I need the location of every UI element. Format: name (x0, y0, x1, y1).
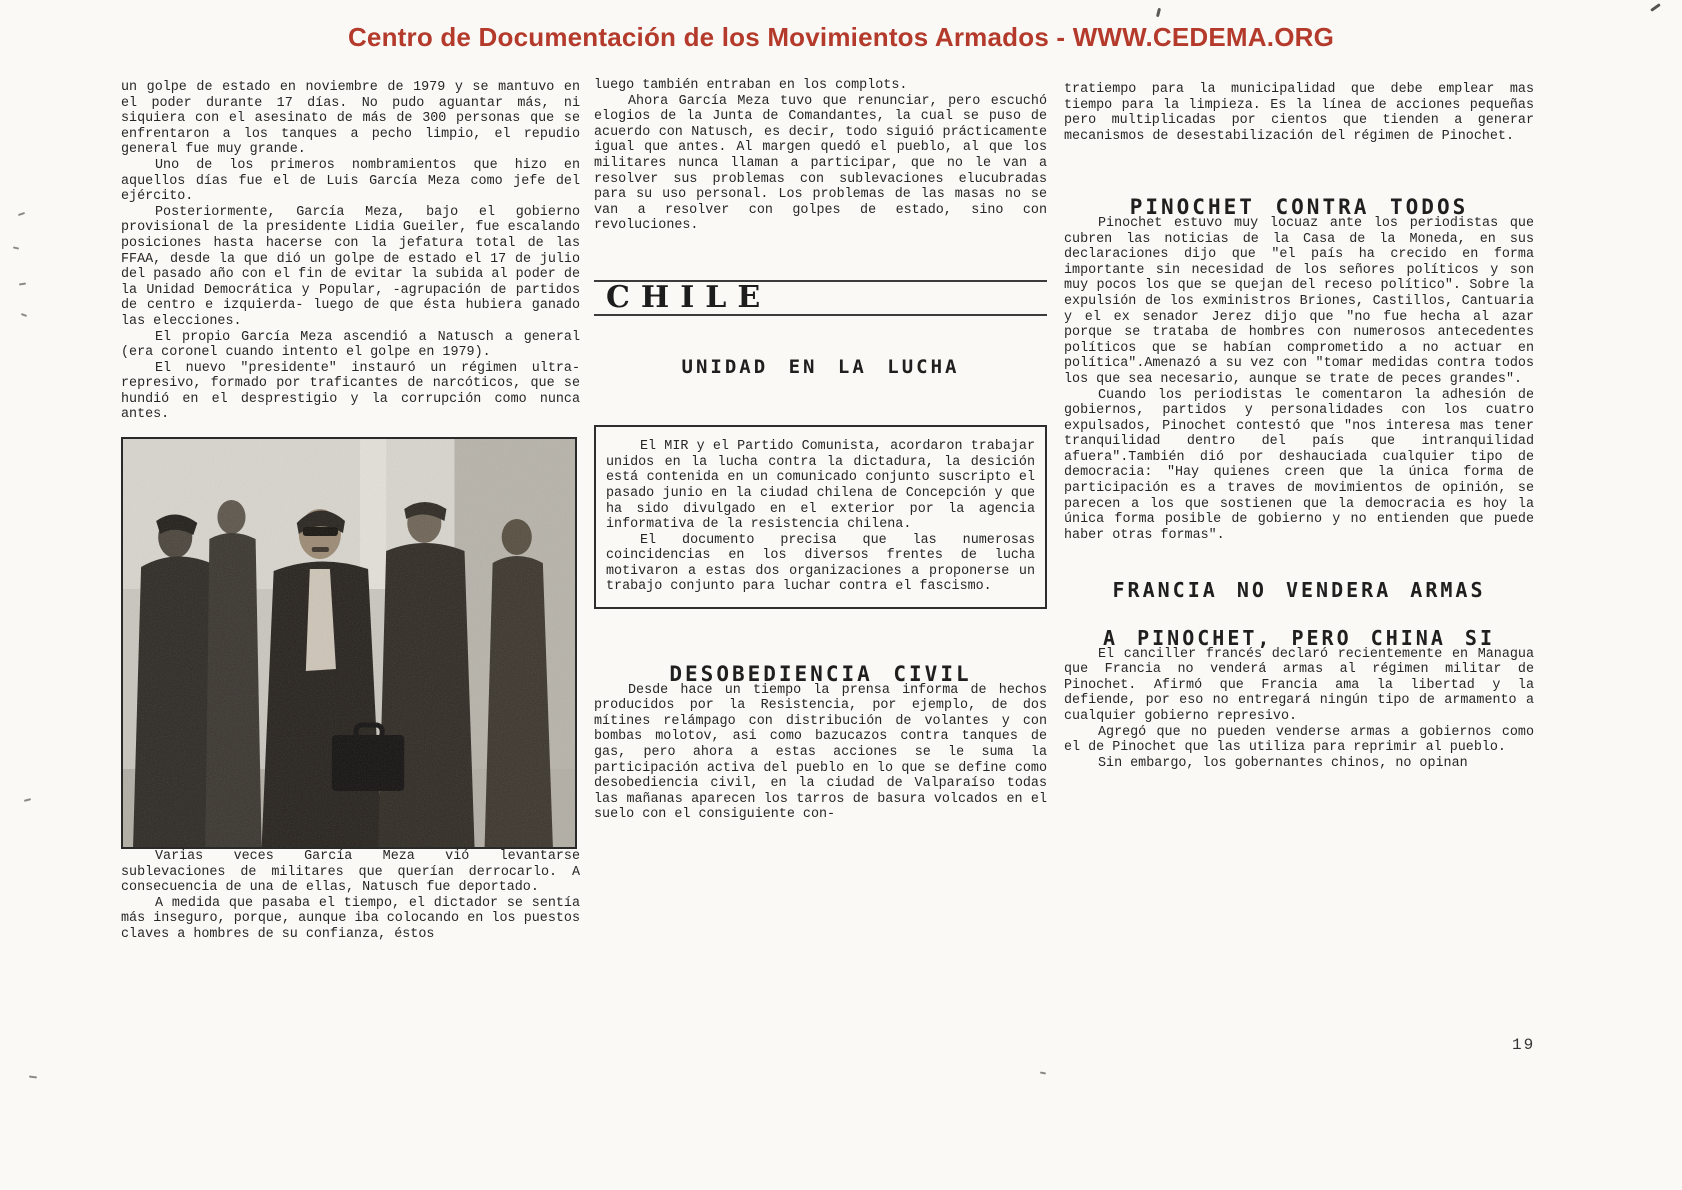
scan-mark (29, 1075, 37, 1078)
body-paragraph: Agregó que no pueden venderse armas a gobiernos como el de Pinochet que las utiliza para reprimir al pueblo. (1064, 724, 1534, 756)
body-paragraph: El canciller francés declaró recientemente en Managua que Francia no venderá armas al régimen militar de Pinochet. Afirmó que Francia ama la libertad y la defiende, por eso no entregará ningún tipo de armamento a cualquier gobierno represivo. (1064, 646, 1534, 724)
scan-mark (1040, 1071, 1046, 1074)
scan-mark (21, 313, 27, 317)
scan-mark (24, 798, 31, 802)
body-paragraph: luego también entraban en los complots. (594, 78, 908, 93)
column-left (121, 80, 580, 943)
body-paragraph: El nuevo "presidente" instauró un régimen ultra-represivo, formado por traficantes de narcóticos, que se hundió en el desprestigio y la corrupción como nunca antes. (121, 360, 580, 423)
body-paragraph: un golpe de estado en noviembre de 1979 y se mantuvo en el poder durante 17 días. No pudo aguantar más, ni siquiera con el asesinato de más de 300 personas que se enfrentaron a los tanques a pecho limpio, el repudio general fue muy grande. (121, 80, 580, 158)
scan-mark (18, 212, 25, 216)
scan-mark (1650, 3, 1661, 12)
heading-pinochet-contra-todos: PINOCHET CONTRA TODOS (1129, 195, 1469, 220)
body-paragraph: Pinochet estuvo muy locuaz ante los periodistas que cubren las noticias de la Casa de la Moneda, en sus declaraciones dijo que "el país ha crecido en forma importante sin necesidad de los señores políticos y son muy pocos los que se quejan del receso político". Sobre la expulsión de los exministros Briones, Castillos, Cantuaria y el ex senador Jerez dijo que "no fue hecha al azar porque se trataba de hombres con numerosos antecedentes políticos que se habían comprometido a no actuar en política".Amenazó a su vez con "tomar medidas contra todos los que sea necesario, aunque se trate de peces grandes". (1064, 215, 1534, 387)
heading-desobediencia-civil: DESOBEDIENCIA CIVIL (669, 662, 972, 687)
body-paragraph: Desde hace un tiempo la prensa informa de hechos producidos por la Resistencia, por ejemplo, de dos mítines relámpago con distribución de volantes y con bombas molotov, asi como bazucazos contra tanques de gas, pero ahora a estas acciones se le suma la participación activa del pueblo en lo que se define como desobediencia civil, en la ciudad de Valparaíso todas las mañanas aparecen los tarros de basura volcados en el suelo con el consiguiente con- (594, 682, 1047, 823)
photo-garcia-meza (121, 437, 577, 849)
page-number: 19 (1512, 1036, 1536, 1054)
heading-francia-line1: FRANCIA NO VENDERA ARMAS (1112, 578, 1486, 603)
body-paragraph: tratiempo para la municipalidad que debe emplear mas tiempo para la limpieza. Es la línea de acciones pequeñas pero multiplicadas por cientos que tienden a generar mecanismos de desestabilización del régimen de Pinochet. (1064, 82, 1534, 144)
body-paragraph: A medida que pasaba el tiempo, el dictador se sentía más inseguro, porque, aunque iba colocando en los puestos claves a hombres de su confianza, éstos (121, 895, 580, 943)
column-middle (594, 78, 1047, 823)
body-paragraph: Varias veces García Meza vió levantarse sublevaciones de militares que querían derrocarlo. A consecuencia de una de ellas, Natusch fue deportado. (121, 849, 580, 896)
body-paragraph: El documento precisa que las numerosas coincidencias en los diversos frentes de lucha motivaron a estas dos organizaciones a proponerse un trabajo conjunto para luchar contra el fascismo. (606, 532, 1035, 595)
photo-illustration (123, 439, 575, 847)
body-paragraph: Posteriormente, García Meza, bajo el gobierno provisional de la presidente Lidia Gueiler, fue escalando posiciones hasta hacerse con la jefatura total de las FFAA, desde la que dió un golpe de estado el 17 de julio del pasado año con el fin de evitar la subida al poder de la Unidad Democrática y Popular, -agrupación de partidos de centro e izquierda- luego de que ésta hubiera ganado las elecciones. (121, 204, 580, 329)
heading-unidad-en-la-lucha: UNIDAD EN LA LUCHA (681, 355, 960, 378)
body-paragraph: Sin embargo, los gobernantes chinos, no opinan (1098, 755, 1468, 771)
boxed-article-mir-pc (594, 425, 1047, 609)
scan-mark (19, 283, 26, 286)
column-right (1064, 82, 1534, 771)
body-paragraph: El propio García Meza ascendió a Natusch a general (era coronel cuando intento el golpe en 1979). (121, 329, 580, 361)
heading-francia-line2: A PINOCHET, PERO CHINA SI (1102, 626, 1496, 651)
page-header-title: Centro de Documentación de los Movimientos Armados - WWW.CEDEMA.ORG (347, 22, 1335, 52)
scan-mark (13, 246, 19, 249)
scan-mark (1156, 8, 1161, 17)
section-title-chile: CHILE (606, 279, 772, 315)
body-paragraph: Cuando los periodistas le comentaron la adhesión de gobiernos, partidos y personalidades con los cuatro expulsados, Pinochet contestó que "nos interesa mas tener tranquilidad dentro del país que intranquilidad afuera".También dió por deshauciada cualquier tipo de democracia: "Hay quienes creen que la única forma de participación es a traves de movimientos de opinión, se parecen a los que sostienen que la democracia es hoy la única forma posible de gobierno y no entienden que puede haber otras formas". (1064, 387, 1534, 543)
body-paragraph: Uno de los primeros nombramientos que hizo en aquellos días fue el de Luis García Meza como jefe del ejército. (121, 157, 580, 205)
body-paragraph: El MIR y el Partido Comunista, acordaron trabajar unidos en la lucha contra la dictadura, la desición está contenida en un comunicado conjunto suscripto el pasado junio en la ciudad chilena de Concepción y que ha sido divulgado en el exterior por la agencia informativa de la resistencia chilena. (606, 439, 1035, 533)
body-paragraph: Ahora García Meza tuvo que renunciar, pero escuchó elogios de la Junta de Comandantes, la cual se puso de acuerdo con Natusch, es decir, todo siguió prácticamente igual que antes. Al margen quedó el pueblo, al que los militares nunca llaman a participar, que no le van a resolver sus problemas con sublevaciones elucubradas para su uso personal. Los problemas de las masas no se van a resolver con golpes de estado, sino con revoluciones. (594, 93, 1047, 234)
